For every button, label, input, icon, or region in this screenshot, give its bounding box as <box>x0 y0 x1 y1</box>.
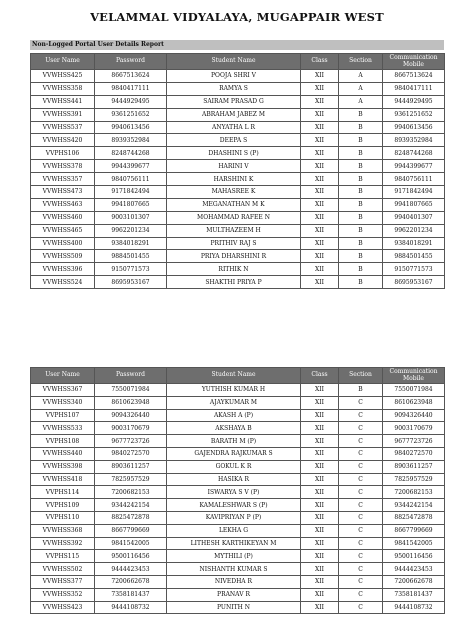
cell-section: A <box>339 95 383 108</box>
cell-section: C <box>339 486 383 499</box>
cell-student-name: HARSHINI K <box>167 173 301 186</box>
cell-user-name: VVPHS114 <box>31 486 95 499</box>
cell-section: B <box>339 160 383 173</box>
cell-section: B <box>339 237 383 250</box>
cell-mobile: 9884501455 <box>383 250 445 263</box>
cell-user-name: VVPHS108 <box>31 435 95 448</box>
table-row <box>31 121 445 134</box>
header-password: Password <box>95 54 167 70</box>
cell-student-name: DHASHINI S (P) <box>167 147 301 160</box>
cell-user-name: VVWHSS473 <box>31 186 95 199</box>
cell-class: XII <box>301 173 339 186</box>
cell-student-name: ABRAHAM JABEZ M <box>167 108 301 121</box>
table-row <box>31 435 445 448</box>
cell-mobile: 9361251652 <box>383 108 445 121</box>
table-row <box>31 82 445 95</box>
cell-user-name: VVWHSS368 <box>31 524 95 537</box>
cell-student-name: PUNITH N <box>167 601 301 614</box>
cell-password: 9941807665 <box>95 198 167 211</box>
header-student-name: Student Name <box>167 54 301 70</box>
cell-class: XII <box>301 447 339 460</box>
cell-user-name: VVWHSS367 <box>31 384 95 397</box>
table-row <box>31 588 445 601</box>
cell-mobile: 7200662678 <box>383 575 445 588</box>
cell-student-name: MEGANATHAN M K <box>167 198 301 211</box>
cell-mobile: 7825957529 <box>383 473 445 486</box>
cell-mobile: 7550071984 <box>383 384 445 397</box>
table-row <box>31 95 445 108</box>
table-1-body <box>31 70 445 289</box>
cell-password: 9841542005 <box>95 537 167 550</box>
user-details-table-1 <box>30 53 445 289</box>
cell-section: C <box>339 511 383 524</box>
cell-mobile: 9150771573 <box>383 263 445 276</box>
table-row <box>31 276 445 289</box>
cell-class: XII <box>301 263 339 276</box>
cell-mobile: 8903611257 <box>383 460 445 473</box>
cell-section: B <box>339 173 383 186</box>
cell-class: XII <box>301 147 339 160</box>
cell-user-name: VVWHSS377 <box>31 575 95 588</box>
cell-student-name: KAMALESHWAR S (P) <box>167 499 301 512</box>
cell-section: C <box>339 447 383 460</box>
cell-user-name: VVPHS115 <box>31 550 95 563</box>
cell-section: B <box>339 108 383 121</box>
table-row <box>31 108 445 121</box>
table-row <box>31 537 445 550</box>
cell-section: C <box>339 409 383 422</box>
cell-section: B <box>339 263 383 276</box>
cell-password: 9003101307 <box>95 211 167 224</box>
table-row <box>31 263 445 276</box>
cell-user-name: VVWHSS537 <box>31 121 95 134</box>
table-row <box>31 447 445 460</box>
cell-student-name: ISWARYA S V (P) <box>167 486 301 499</box>
header-section: Section <box>339 368 383 384</box>
report-title: VELAMMAL VIDYALAYA, MUGAPPAIR WEST <box>90 10 384 24</box>
cell-password: 7200662678 <box>95 575 167 588</box>
user-details-table-2 <box>30 367 445 614</box>
cell-password: 8667799669 <box>95 524 167 537</box>
cell-section: C <box>339 460 383 473</box>
cell-section: B <box>339 250 383 263</box>
cell-class: XII <box>301 396 339 409</box>
table-row <box>31 473 445 486</box>
cell-class: XII <box>301 460 339 473</box>
table-row <box>31 250 445 263</box>
cell-student-name: RAMYA S <box>167 82 301 95</box>
cell-mobile: 9384018291 <box>383 237 445 250</box>
cell-user-name: VVPHS110 <box>31 511 95 524</box>
cell-class: XII <box>301 511 339 524</box>
cell-class: XII <box>301 276 339 289</box>
cell-mobile: 9840417111 <box>383 82 445 95</box>
table-row <box>31 186 445 199</box>
table-row <box>31 460 445 473</box>
cell-user-name: VVWHSS396 <box>31 263 95 276</box>
cell-section: C <box>339 396 383 409</box>
cell-student-name: MULTHAZEEM H <box>167 224 301 237</box>
cell-class: XII <box>301 250 339 263</box>
cell-class: XII <box>301 588 339 601</box>
cell-student-name: AKSHAYA B <box>167 422 301 435</box>
cell-user-name: VVWHSS425 <box>31 70 95 83</box>
cell-student-name: GOKUL K R <box>167 460 301 473</box>
cell-student-name: NISHANTH KUMAR S <box>167 563 301 576</box>
cell-user-name: VVWHSS420 <box>31 134 95 147</box>
cell-password: 8825472878 <box>95 511 167 524</box>
table-row <box>31 422 445 435</box>
table-row <box>31 211 445 224</box>
header-user-name: User Name <box>31 368 95 384</box>
cell-student-name: SHAKTHI PRIYA P <box>167 276 301 289</box>
header-user-name: User Name <box>31 54 95 70</box>
cell-password: 9003170679 <box>95 422 167 435</box>
cell-user-name: VVWHSS357 <box>31 173 95 186</box>
cell-user-name: VVWHSS352 <box>31 588 95 601</box>
table-row <box>31 134 445 147</box>
cell-user-name: VVWHSS463 <box>31 198 95 211</box>
table-row <box>31 147 445 160</box>
cell-mobile: 9094326440 <box>383 409 445 422</box>
cell-mobile: 9444108732 <box>383 601 445 614</box>
cell-password: 7550071984 <box>95 384 167 397</box>
table-row <box>31 224 445 237</box>
cell-class: XII <box>301 537 339 550</box>
cell-user-name: VVWHSS533 <box>31 422 95 435</box>
cell-section: B <box>339 147 383 160</box>
cell-password: 9677723726 <box>95 435 167 448</box>
header-communication-mobile: Communication Mobile <box>383 54 445 70</box>
cell-student-name: YUTHISH KUMAR H <box>167 384 301 397</box>
cell-password: 9840756111 <box>95 173 167 186</box>
cell-mobile: 8695953167 <box>383 276 445 289</box>
cell-section: B <box>339 121 383 134</box>
cell-user-name: VVWHSS378 <box>31 160 95 173</box>
cell-mobile: 9944399677 <box>383 160 445 173</box>
cell-password: 9150771573 <box>95 263 167 276</box>
cell-user-name: VVPHS106 <box>31 147 95 160</box>
cell-mobile: 9444423453 <box>383 563 445 576</box>
table-row <box>31 563 445 576</box>
table-row <box>31 70 445 83</box>
header-section: Section <box>339 54 383 70</box>
cell-class: XII <box>301 575 339 588</box>
cell-student-name: ANYATHA L R <box>167 121 301 134</box>
cell-mobile: 7200682153 <box>383 486 445 499</box>
cell-class: XII <box>301 435 339 448</box>
report-subtitle: Non-Logged Portal User Details Report <box>30 40 444 50</box>
cell-section: B <box>339 211 383 224</box>
cell-student-name: PRIYA DHARSHINI R <box>167 250 301 263</box>
cell-user-name: VVWHSS391 <box>31 108 95 121</box>
cell-password: 8939352984 <box>95 134 167 147</box>
cell-mobile: 7358181437 <box>383 588 445 601</box>
cell-student-name: MAHASREE K <box>167 186 301 199</box>
cell-class: XII <box>301 384 339 397</box>
cell-user-name: VVWHSS418 <box>31 473 95 486</box>
cell-student-name: HASIKA R <box>167 473 301 486</box>
cell-class: XII <box>301 160 339 173</box>
cell-student-name: BARATH M (P) <box>167 435 301 448</box>
table-row <box>31 237 445 250</box>
header-student-name: Student Name <box>167 368 301 384</box>
cell-class: XII <box>301 237 339 250</box>
cell-user-name: VVWHSS441 <box>31 95 95 108</box>
cell-section: C <box>339 588 383 601</box>
cell-password: 7358181437 <box>95 588 167 601</box>
cell-class: XII <box>301 134 339 147</box>
cell-password: 9094326440 <box>95 409 167 422</box>
cell-section: C <box>339 499 383 512</box>
cell-section: B <box>339 134 383 147</box>
cell-user-name: VVWHSS400 <box>31 237 95 250</box>
cell-user-name: VVPHS107 <box>31 409 95 422</box>
table-row <box>31 601 445 614</box>
table-row <box>31 486 445 499</box>
header-communication-mobile: Communication Mobile <box>383 368 445 384</box>
cell-mobile: 9840756111 <box>383 173 445 186</box>
header-password: Password <box>95 368 167 384</box>
cell-student-name: MYTHILI (P) <box>167 550 301 563</box>
cell-student-name: AJAYKUMAR M <box>167 396 301 409</box>
cell-password: 8903611257 <box>95 460 167 473</box>
cell-student-name: PRITHIV RAJ S <box>167 237 301 250</box>
cell-class: XII <box>301 186 339 199</box>
cell-section: C <box>339 601 383 614</box>
cell-section: C <box>339 524 383 537</box>
cell-class: XII <box>301 422 339 435</box>
header-class: Class <box>301 368 339 384</box>
table-row <box>31 511 445 524</box>
cell-password: 9840272570 <box>95 447 167 460</box>
cell-user-name: VVWHSS358 <box>31 82 95 95</box>
table-header-row <box>31 54 445 70</box>
table-2-body <box>31 384 445 614</box>
cell-password: 9840417111 <box>95 82 167 95</box>
cell-password: 8610623948 <box>95 396 167 409</box>
cell-section: C <box>339 550 383 563</box>
cell-mobile: 8667513624 <box>383 70 445 83</box>
cell-student-name: POOJA SHRI V <box>167 70 301 83</box>
cell-password: 9361251652 <box>95 108 167 121</box>
cell-student-name: GAJENDRA RAJKUMAR S <box>167 447 301 460</box>
cell-password: 8248744268 <box>95 147 167 160</box>
table-row <box>31 499 445 512</box>
cell-password: 9344242154 <box>95 499 167 512</box>
cell-mobile: 8667799669 <box>383 524 445 537</box>
table-row <box>31 198 445 211</box>
cell-student-name: NIVEDHA R <box>167 575 301 588</box>
cell-section: C <box>339 563 383 576</box>
cell-class: XII <box>301 473 339 486</box>
header-class: Class <box>301 54 339 70</box>
cell-student-name: HARINI V <box>167 160 301 173</box>
cell-class: XII <box>301 563 339 576</box>
cell-section: C <box>339 435 383 448</box>
cell-mobile: 9940401307 <box>383 211 445 224</box>
cell-user-name: VVWHSS502 <box>31 563 95 576</box>
cell-student-name: PRANAV R <box>167 588 301 601</box>
cell-password: 9500116456 <box>95 550 167 563</box>
cell-password: 9444108732 <box>95 601 167 614</box>
cell-password: 9940613456 <box>95 121 167 134</box>
cell-password: 8667513624 <box>95 70 167 83</box>
cell-user-name: VVWHSS340 <box>31 396 95 409</box>
cell-section: A <box>339 70 383 83</box>
cell-section: B <box>339 198 383 211</box>
cell-student-name: AKASH A (P) <box>167 409 301 422</box>
cell-student-name: LEKHA G <box>167 524 301 537</box>
table-row <box>31 524 445 537</box>
cell-class: XII <box>301 601 339 614</box>
cell-class: XII <box>301 82 339 95</box>
cell-mobile: 9840272570 <box>383 447 445 460</box>
cell-section: A <box>339 82 383 95</box>
cell-student-name: MOHAMMAD RAFEE N <box>167 211 301 224</box>
cell-class: XII <box>301 550 339 563</box>
cell-user-name: VVWHSS392 <box>31 537 95 550</box>
cell-mobile: 8610623948 <box>383 396 445 409</box>
cell-user-name: VVPHS109 <box>31 499 95 512</box>
cell-class: XII <box>301 486 339 499</box>
cell-mobile: 9171842494 <box>383 186 445 199</box>
cell-class: XII <box>301 211 339 224</box>
cell-section: C <box>339 473 383 486</box>
cell-section: B <box>339 224 383 237</box>
cell-mobile: 8825472878 <box>383 511 445 524</box>
cell-mobile: 9677723726 <box>383 435 445 448</box>
cell-user-name: VVWHSS460 <box>31 211 95 224</box>
cell-class: XII <box>301 198 339 211</box>
cell-class: XII <box>301 524 339 537</box>
table-header-row <box>31 368 445 384</box>
cell-class: XII <box>301 95 339 108</box>
cell-student-name: SAIRAM PRASAD G <box>167 95 301 108</box>
cell-mobile: 9500116456 <box>383 550 445 563</box>
cell-password: 7200682153 <box>95 486 167 499</box>
table-row <box>31 160 445 173</box>
cell-password: 9444423453 <box>95 563 167 576</box>
cell-mobile: 8939352984 <box>383 134 445 147</box>
cell-password: 8695953167 <box>95 276 167 289</box>
cell-user-name: VVWHSS509 <box>31 250 95 263</box>
cell-student-name: DEEPA S <box>167 134 301 147</box>
cell-section: B <box>339 276 383 289</box>
cell-class: XII <box>301 70 339 83</box>
cell-password: 9444929495 <box>95 95 167 108</box>
cell-mobile: 9003170679 <box>383 422 445 435</box>
cell-mobile: 9941807665 <box>383 198 445 211</box>
cell-password: 9962201234 <box>95 224 167 237</box>
table-row <box>31 550 445 563</box>
cell-password: 9884501455 <box>95 250 167 263</box>
cell-password: 7825957529 <box>95 473 167 486</box>
table-row <box>31 396 445 409</box>
cell-mobile: 8248744268 <box>383 147 445 160</box>
cell-class: XII <box>301 409 339 422</box>
cell-user-name: VVWHSS398 <box>31 460 95 473</box>
cell-class: XII <box>301 499 339 512</box>
cell-mobile: 9344242154 <box>383 499 445 512</box>
cell-section: C <box>339 575 383 588</box>
cell-mobile: 9962201234 <box>383 224 445 237</box>
cell-class: XII <box>301 121 339 134</box>
cell-mobile: 9841542005 <box>383 537 445 550</box>
table-row <box>31 409 445 422</box>
cell-mobile: 9444929495 <box>383 95 445 108</box>
cell-mobile: 9940613456 <box>383 121 445 134</box>
cell-user-name: VVWHSS423 <box>31 601 95 614</box>
table-row <box>31 173 445 186</box>
cell-section: C <box>339 537 383 550</box>
cell-student-name: KAVIPRIYAN P (P) <box>167 511 301 524</box>
cell-class: XII <box>301 108 339 121</box>
cell-password: 9384018291 <box>95 237 167 250</box>
cell-password: 9944399677 <box>95 160 167 173</box>
cell-password: 9171842494 <box>95 186 167 199</box>
cell-class: XII <box>301 224 339 237</box>
table-row <box>31 384 445 397</box>
cell-section: B <box>339 384 383 397</box>
cell-student-name: LITHESH KARTHIKEYAN M <box>167 537 301 550</box>
cell-user-name: VVWHSS440 <box>31 447 95 460</box>
cell-student-name: RITHIK N <box>167 263 301 276</box>
cell-user-name: VVWHSS465 <box>31 224 95 237</box>
table-row <box>31 575 445 588</box>
cell-section: B <box>339 186 383 199</box>
cell-user-name: VVWHSS524 <box>31 276 95 289</box>
cell-section: C <box>339 422 383 435</box>
